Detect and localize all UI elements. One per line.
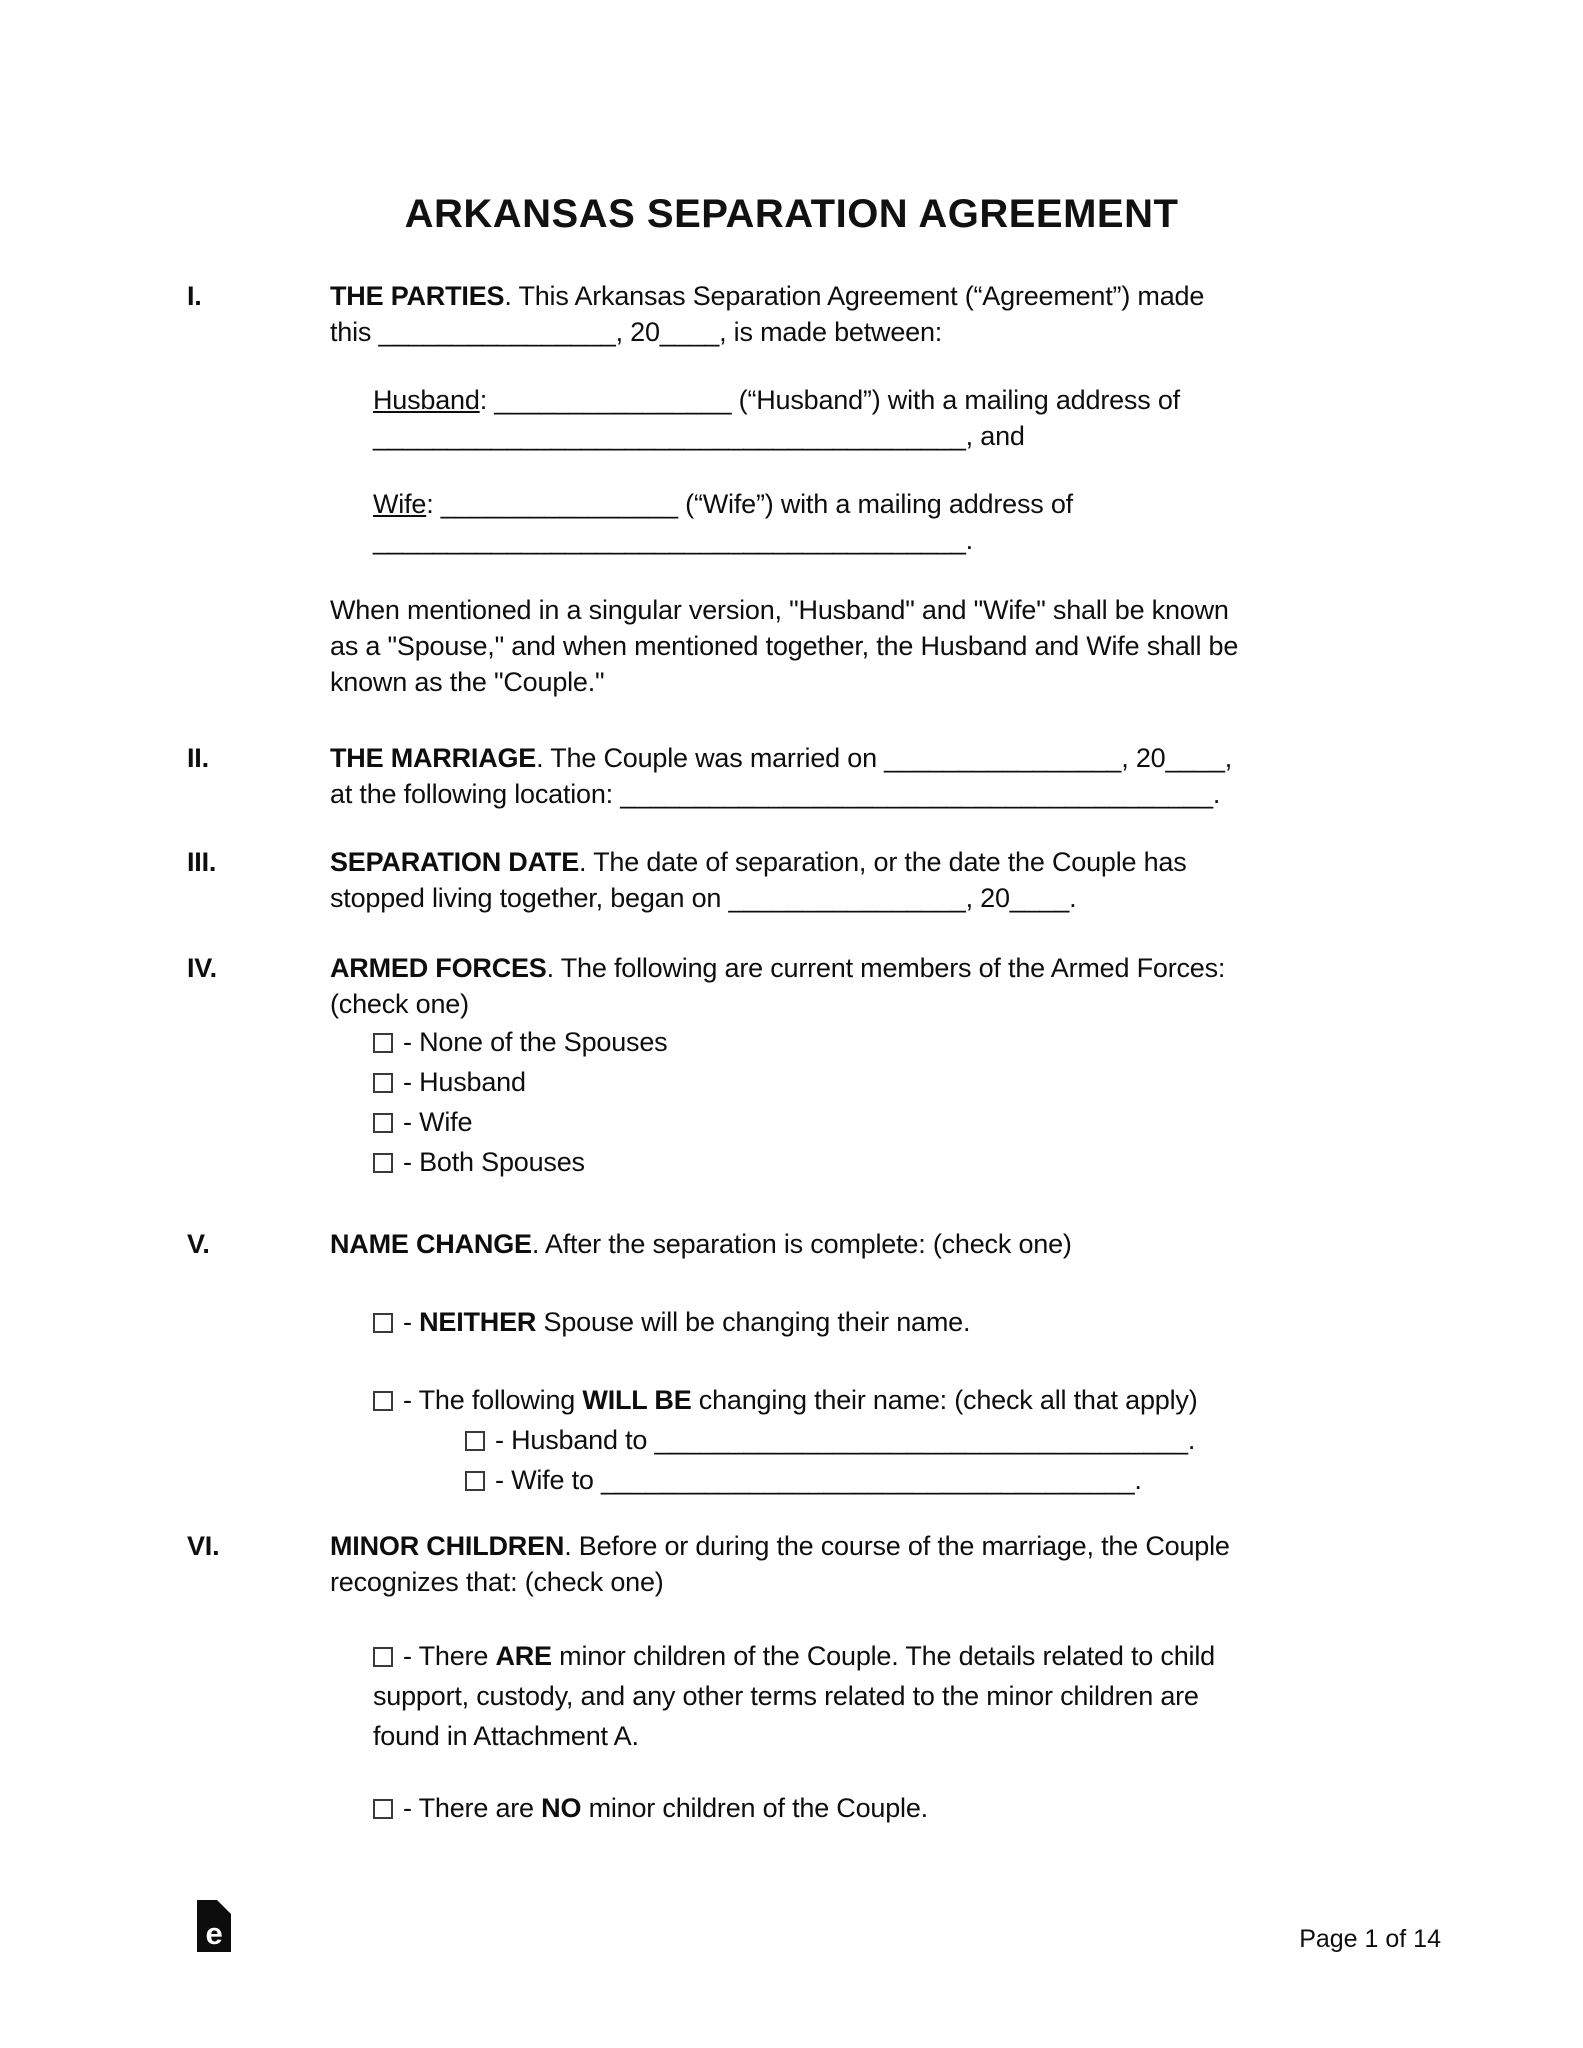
section-heading: ARMED FORCES [330,953,547,983]
name-change-wife-to: - Wife to ____________________________________. [330,1460,1442,1500]
section-heading: MINOR CHILDREN [330,1531,565,1561]
name-change-husband-to: - Husband to ____________________________________. [330,1420,1442,1460]
text-line: recognizes that: (check one) [330,1567,664,1597]
name-change-option-neither: - NEITHER Spouse will be changing their name. [330,1302,1442,1342]
text-line: known as the "Couple." [330,667,605,697]
text-line: MINOR CHILDREN. Before or during the course of the marriage, the Couple [330,1531,1230,1561]
minor-children-option-no: - There are NO minor children of the Couple. [330,1788,1442,1828]
wife-clause [330,486,1442,558]
section-numeral: I. [187,281,202,311]
text-line: found in Attachment A. [373,1721,639,1751]
text-line: NAME CHANGE. After the separation is complete: (check one) [330,1229,1072,1259]
armed-forces-option-none: - None of the Spouses [330,1022,1442,1062]
section-name-change [187,1226,1443,1528]
section-numeral: IV. [187,953,217,983]
text-line: (check one) [330,989,469,1019]
section-heading: SEPARATION DATE [330,847,580,877]
text-line: THE PARTIES. This Arkansas Separation Agreement (“Agreement”) made [330,281,1205,311]
checkbox-none-of-spouses[interactable] [373,1033,393,1053]
checkbox-wife-new-name[interactable] [465,1471,485,1491]
text-line: support, custody, and any other terms related to the minor children are [373,1681,1199,1711]
section-the-parties [187,278,1443,740]
armed-forces-option-both: - Both Spouses [330,1142,1442,1182]
section-i-intro [330,278,1442,350]
checkbox-husband[interactable] [373,1073,393,1093]
text-line: Wife: ________________ (“Wife”) with a mailing address of [373,489,1073,519]
section-minor-children [187,1528,1443,1828]
eforms-logo-icon [197,1900,231,1952]
text-line: SEPARATION DATE. The date of separation, or the date the Couple has [330,847,1187,877]
wife-address-blank: ________________________________________. [373,525,973,555]
checkbox-both-spouses[interactable] [373,1153,393,1173]
section-numeral: V. [187,1229,210,1259]
section-numeral: II. [187,743,209,773]
section-heading: THE MARRIAGE [330,743,537,773]
text-line: THE MARRIAGE. The Couple was married on ________________, 20____, [330,743,1233,773]
checkbox-will-be-changing[interactable] [373,1391,393,1411]
document-title: ARKANSAS SEPARATION AGREEMENT [404,192,1179,236]
wife-label: Wife [373,489,427,519]
text-line: - There ARE minor children of the Couple. The details related to child [373,1636,1442,1676]
eforms-logo-letter: e [205,1916,223,1951]
checkbox-neither[interactable] [373,1313,393,1333]
section-vi-intro [330,1528,1442,1600]
page-number: Page 1 of 14 [1299,1925,1441,1953]
section-armed-forces [187,950,1443,1226]
armed-forces-option-wife: - Wife [330,1102,1442,1142]
minor-children-option-are [330,1636,1442,1756]
date-blank-line: this ________________, 20____, is made between: [330,317,943,347]
text-line: Husband: ________________ (“Husband”) with a mailing address of [373,385,1180,415]
checkbox-wife[interactable] [373,1113,393,1133]
section-the-marriage [187,740,1443,844]
section-separation-date [187,844,1443,950]
checkbox-husband-new-name[interactable] [465,1431,485,1451]
checkbox-are-minor-children[interactable] [373,1647,393,1667]
section-numeral: VI. [187,1531,220,1561]
spouse-definition-note [330,592,1442,700]
text-line: ARMED FORCES. The following are current members of the Armed Forces: [330,953,1226,983]
text-line: When mentioned in a singular version, "Husband" and "Wife" shall be known [330,595,1229,625]
checkbox-no-minor-children[interactable] [373,1799,393,1819]
name-change-option-will-be: - The following WILL BE changing their name: (check all that apply) [330,1380,1442,1420]
section-heading: THE PARTIES [330,281,505,311]
marriage-location-blank: at the following location: ________________________________________. [330,779,1221,809]
section-heading: NAME CHANGE [330,1229,532,1259]
text-line: as a "Spouse," and when mentioned together, the Husband and Wife shall be [330,631,1239,661]
armed-forces-option-husband: - Husband [330,1062,1442,1102]
husband-address-blank: ________________________________________, and [373,421,1025,451]
husband-clause [330,382,1442,454]
husband-label: Husband [373,385,480,415]
separation-date-blank: stopped living together, began on ________________, 20____. [330,883,1077,913]
section-numeral: III. [187,847,217,877]
